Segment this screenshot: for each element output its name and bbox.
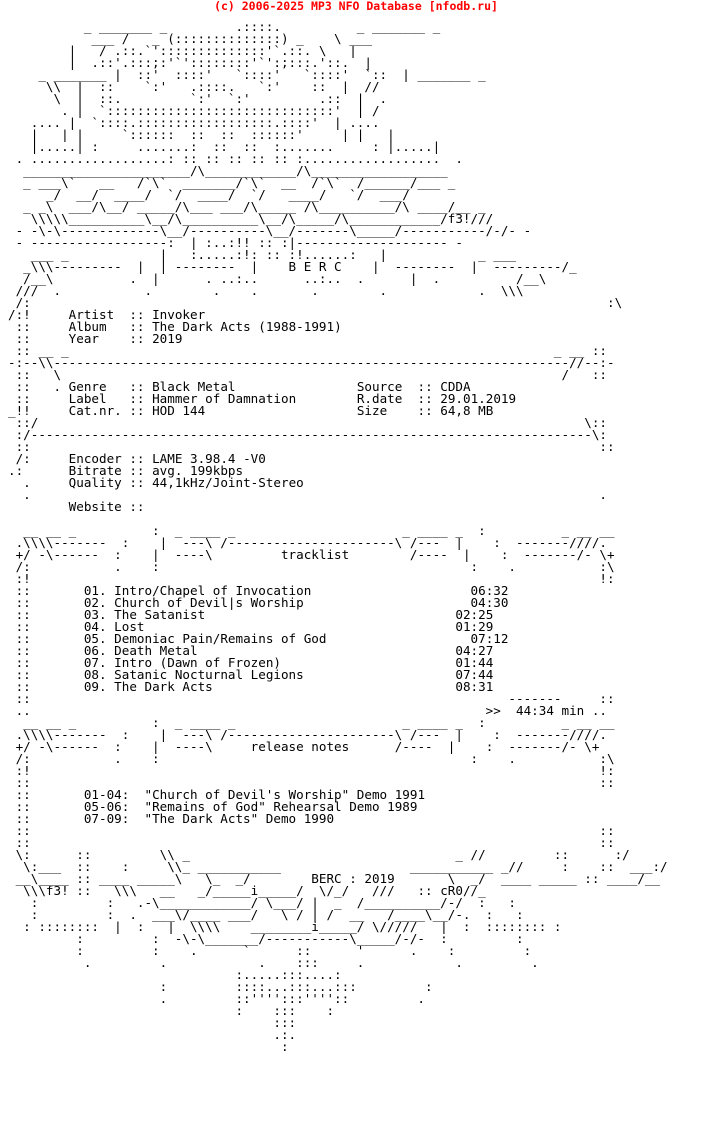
art-line: /// . . . . . . . \\\: [8, 283, 524, 298]
info-line-encoder: /: Encoder :: LAME 3.98.4 -V0: [8, 451, 266, 466]
art-line: _ _______ _ .::::. _ _______ _: [8, 19, 441, 34]
release-note: 05-06: "Remains of God" Rehearsal Demo 1989: [83, 799, 418, 814]
track-num: 07.: [83, 655, 107, 670]
info-line-album: :: Album :: The Dark Acts (1988-1991): [8, 319, 342, 334]
size-label: Size: [356, 403, 388, 418]
track-title: Lost: [114, 619, 145, 634]
art-line: \\ | :: `:' .::::. `:' :: | //: [8, 79, 380, 94]
footer-tag-right: cR0: [440, 883, 463, 898]
info-line-artist: /:! Artist :: Invoker: [8, 307, 206, 322]
track-row: :: 03. The Satanist 02:25: [8, 607, 494, 622]
art-line: :: ::: [8, 775, 615, 790]
quality-value: 44,1kHz/Joint-Stereo: [152, 475, 304, 490]
encoder-label: Encoder: [68, 451, 122, 466]
art-line: _ _\ ___/\__/ _____/\___ ___/\_____ /\__________/\ ____/__ _: [8, 199, 486, 214]
art-line: :: \ / ::: [8, 367, 607, 382]
website-label: Website: [68, 499, 122, 514]
art-line: : : . ___\/____ ___/ \ / | / __ /____\__/-. : :: [8, 907, 524, 922]
art-line: |.....| : .......: :: :: :....... : |.....|: [8, 139, 441, 154]
track-num: 01.: [83, 583, 107, 598]
art-line: _ ___\` __ /`\` _______/`\` __ /`\` /______/___ _: [8, 175, 456, 190]
nfo-text: [8, 21, 708, 1053]
art-line: :: [8, 1039, 289, 1054]
artist-label: Artist: [68, 307, 115, 322]
track-row: :: 09. The Dark Acts 08:31: [8, 679, 494, 694]
art-line: : ::::...:::...::: :: [8, 979, 433, 994]
track-num: 06.: [83, 643, 107, 658]
art-line: . | `::::::::::::::::::::::::::::::' | /: [8, 103, 380, 118]
art-line: :! !:: [8, 571, 615, 586]
art-line: /: . : : . :\: [8, 751, 615, 766]
art-line: ______________________/\____________/\__________________: [8, 163, 448, 178]
art-line: : : . ` :: ' . : :: [8, 943, 532, 958]
track-num: 02.: [83, 595, 107, 610]
quality-label: Quality: [68, 475, 122, 490]
art-line: . . . ::: . . .: [8, 955, 539, 970]
track-time: 04:27: [455, 643, 494, 658]
label-label: Label: [68, 391, 107, 406]
art-line: .\\\\------- : | ---\ /----------------------\ /--- | : -------////.: [8, 727, 607, 742]
track-title: Church of Devil|s Worship: [114, 595, 304, 610]
art-line: :: ------- ::: [8, 691, 615, 706]
label-value: Hammer of Damnation: [152, 391, 297, 406]
track-row: :: 01. Intro/Chapel of Invocation 06:32: [8, 583, 509, 598]
catnr-label: Cat.nr.: [68, 403, 122, 418]
artist-value: Invoker: [152, 307, 206, 322]
year-value: 2019: [152, 331, 183, 346]
track-num: 03.: [83, 607, 107, 622]
art-line: .\\\\------- : | ---\ /----------------------\ /--- | : -------////.: [8, 535, 607, 550]
art-line: \:___ :: : \\_ ___________ ___________ _// : :: ___:/: [8, 859, 668, 874]
info-line-catnr: _!! Cat.nr. :: HOD 144 Size :: 64,8 MB: [8, 403, 494, 418]
art-line: .... | `::::.::::::::::::::::::.::::' | ....: [8, 115, 380, 130]
art-line: __ __ _ : _ ____ _ _ ____ _ : _ __ __: [8, 715, 615, 730]
track-num: 05.: [83, 631, 107, 646]
total-time-line: .. >> 44:34 min ..: [8, 703, 607, 718]
art-line: - -\-\-------------\__/----------\__/-------\_____/-----------/-/- -: [8, 223, 532, 238]
track-row: :: 05. Demoniac Pain/Remains of God 07:12: [8, 631, 509, 646]
art-line: | / .::.`'::::::::::::::'`.::. \ |: [8, 43, 357, 58]
art-line: : ::: :: [8, 1003, 335, 1018]
track-row: :: 04. Lost 01:29: [8, 619, 494, 634]
art-line: \: :: \\ _ _ // :: :/: [8, 847, 630, 862]
info-line-website: Website ::: [68, 499, 153, 514]
track-title: The Dark Acts: [114, 679, 213, 694]
art-line: __ __ _ : _ ____ _ _ ____ _ : _ __ __: [8, 523, 615, 538]
track-time: 07:12: [470, 631, 509, 646]
info-line-genre: :: . Genre :: Black Metal Source :: CDDA: [8, 379, 471, 394]
info-line-bitrate: .: Bitrate :: avg. 199kbps: [8, 463, 244, 478]
track-time: 06:32: [470, 583, 509, 598]
art-line: :: ::: [8, 823, 615, 838]
catnr-value: HOD 144: [152, 403, 206, 418]
art-line: :: __ _ _ __ ::: [8, 343, 607, 358]
info-line-quality: . Quality :: 44,1kHz/Joint-Stereo: [8, 475, 304, 490]
album-label: Album: [68, 319, 107, 334]
track-row: :: 08. Satanic Nocturnal Legions 07:44: [8, 667, 494, 682]
art-line: /: :\: [8, 295, 623, 310]
footer-credit-line: __\____ :: ____ _____\ \_ _/ BERC : 2019 \ _/ ____ _____ :: ____/__: [8, 871, 661, 886]
year-label: Year: [68, 331, 100, 346]
track-title: Death Metal: [114, 643, 198, 658]
track-time: 04:30: [470, 595, 509, 610]
art-line: : : -\-\_______/-----------\_____/-/- : :: [8, 931, 524, 946]
track-title: Intro (Dawn of Frozen): [114, 655, 281, 670]
track-title: Intro/Chapel of Invocation: [114, 583, 312, 598]
footer-credit: BERC : 2019: [311, 871, 395, 886]
tracklist-title-line: +/ -\------ : | ----\ tracklist /---- | : -------/- \+: [8, 547, 615, 562]
release-note: 07-09: "The Dark Acts" Demo 1990: [83, 811, 335, 826]
track-time: 07:44: [455, 667, 494, 682]
album-value: The Dark Acts (1988-1991): [152, 319, 342, 334]
track-time: 08:31: [455, 679, 494, 694]
art-line: :! !:: [8, 763, 615, 778]
art-line: :::: [8, 1015, 297, 1030]
release-notes-title-line: +/ -\------ : | ----\ release notes /---- | : -------/- \+: [8, 739, 600, 754]
track-row: :: 02. Church of Devil|s Worship 04:30: [8, 595, 509, 610]
footer-tag-left: f3!: [45, 883, 69, 898]
track-num: 04.: [83, 619, 107, 634]
art-line: : :::::::: | : | \\\\ ________i_____/ \///// | : :::::::: :: [8, 919, 562, 934]
art-line: . .: [8, 487, 607, 502]
art-line: /__\ . | . ..:.. ..:.. . | . /__\: [8, 271, 547, 286]
track-num: 08.: [83, 667, 107, 682]
art-line: . ..................: :: :: :: :: :: :.................. .: [8, 151, 463, 166]
genre-value: Black Metal: [152, 379, 236, 394]
art-line: :: ::: [8, 439, 615, 454]
art-line: :/--------------------------------------------------------------------------\:: [8, 427, 607, 442]
rdate-label: R.date: [356, 391, 403, 406]
note-line: :: 07-09: "The Dark Acts" Demo 1990: [8, 811, 335, 826]
total-time: 44:34 min: [516, 703, 585, 718]
art-line: _/ __/ ____/ `/ ____/ `/ ____/ `/ ___/: [8, 187, 410, 202]
track-title: Satanic Nocturnal Legions: [114, 667, 304, 682]
art-line: | | | `:::::: :: :: ::::::' | | |: [8, 127, 395, 142]
note-line: :: 01-04: "Church of Devil's Worship" Demo 1991: [8, 787, 426, 802]
rdate-value: 29.01.2019: [440, 391, 517, 406]
art-line: . ::'''':::'''':: .: [8, 991, 426, 1006]
track-time: 01:29: [455, 619, 494, 634]
track-time: 01:44: [455, 655, 494, 670]
info-line-label: :: Label :: Hammer of Damnation R.date :: 29.01.2019: [8, 391, 517, 406]
track-num: 09.: [83, 679, 107, 694]
track-row: :: 06. Death Metal 04:27: [8, 643, 494, 658]
track-time: 02:25: [455, 607, 494, 622]
art-line: ___ _ | :.....:!: :: :!......: | _ ___: [8, 247, 516, 262]
release-note: 01-04: "Church of Devil's Worship" Demo 1991: [83, 787, 426, 802]
art-line: _\\\--------- | | -------- | B E R C | -------- | ---------/_: [8, 259, 577, 274]
release-notes-title: release notes: [250, 739, 350, 754]
bitrate-label: Bitrate: [68, 463, 122, 478]
site-header: (c) 2006-2025 MP3 NFO Database [nfodb.ru]: [214, 0, 498, 13]
info-line-year: :: Year :: 2019: [8, 331, 183, 346]
note-line: :: 05-06: "Remains of God" Rehearsal Demo 1989: [8, 799, 418, 814]
art-line: ___ / _ (::::::::::::::) _ \ ___: [8, 31, 372, 46]
art-line: :.....:::....:: [8, 967, 342, 982]
art-line: | .::'.:::;:'`'::::::::'`':;:::.'::. |: [8, 55, 372, 70]
art-line: _ _______ | ::' ::::' `::::' `::::' `:: | _______ _: [8, 67, 486, 82]
art-line: :: ::: [8, 835, 615, 850]
genre-label: Genre: [68, 379, 107, 394]
art-line: : : .-\____________/ \___/ | _ /__________/-/ : :: [8, 895, 516, 910]
art-line: \\\\\__________\__/\__________\__/\_____/\____________/f3!///: [8, 211, 494, 226]
art-line: /: . : : . :\: [8, 559, 615, 574]
art-line: ::/ \::: [8, 415, 607, 430]
source-label: Source: [356, 379, 403, 394]
art-line: \ | ::. `:' `:' .:: | .: [8, 91, 388, 106]
art-line: - ------------------: | :..:!! :: :|-------------------- -: [8, 235, 463, 250]
source-value: CDDA: [440, 379, 471, 394]
size-value: 64,8 MB: [440, 403, 494, 418]
tracklist-title: tracklist: [280, 547, 350, 562]
track-row: :: 07. Intro (Dawn of Frozen) 01:44: [8, 655, 494, 670]
encoder-value: LAME 3.98.4 -V0: [152, 451, 266, 466]
art-line: -:--\\--------------------------------------------------------------------//--:-: [8, 355, 615, 370]
art-line: .:.: [8, 1027, 297, 1042]
bitrate-value: avg. 199kbps: [152, 463, 244, 478]
track-title: The Satanist: [114, 607, 206, 622]
track-title: Demoniac Pain/Remains of God: [114, 631, 327, 646]
footer-tags-line: \\\f3! :: \\\ __ _/_____i_____/ \/_/ /// :: cR0//_: [8, 883, 486, 898]
